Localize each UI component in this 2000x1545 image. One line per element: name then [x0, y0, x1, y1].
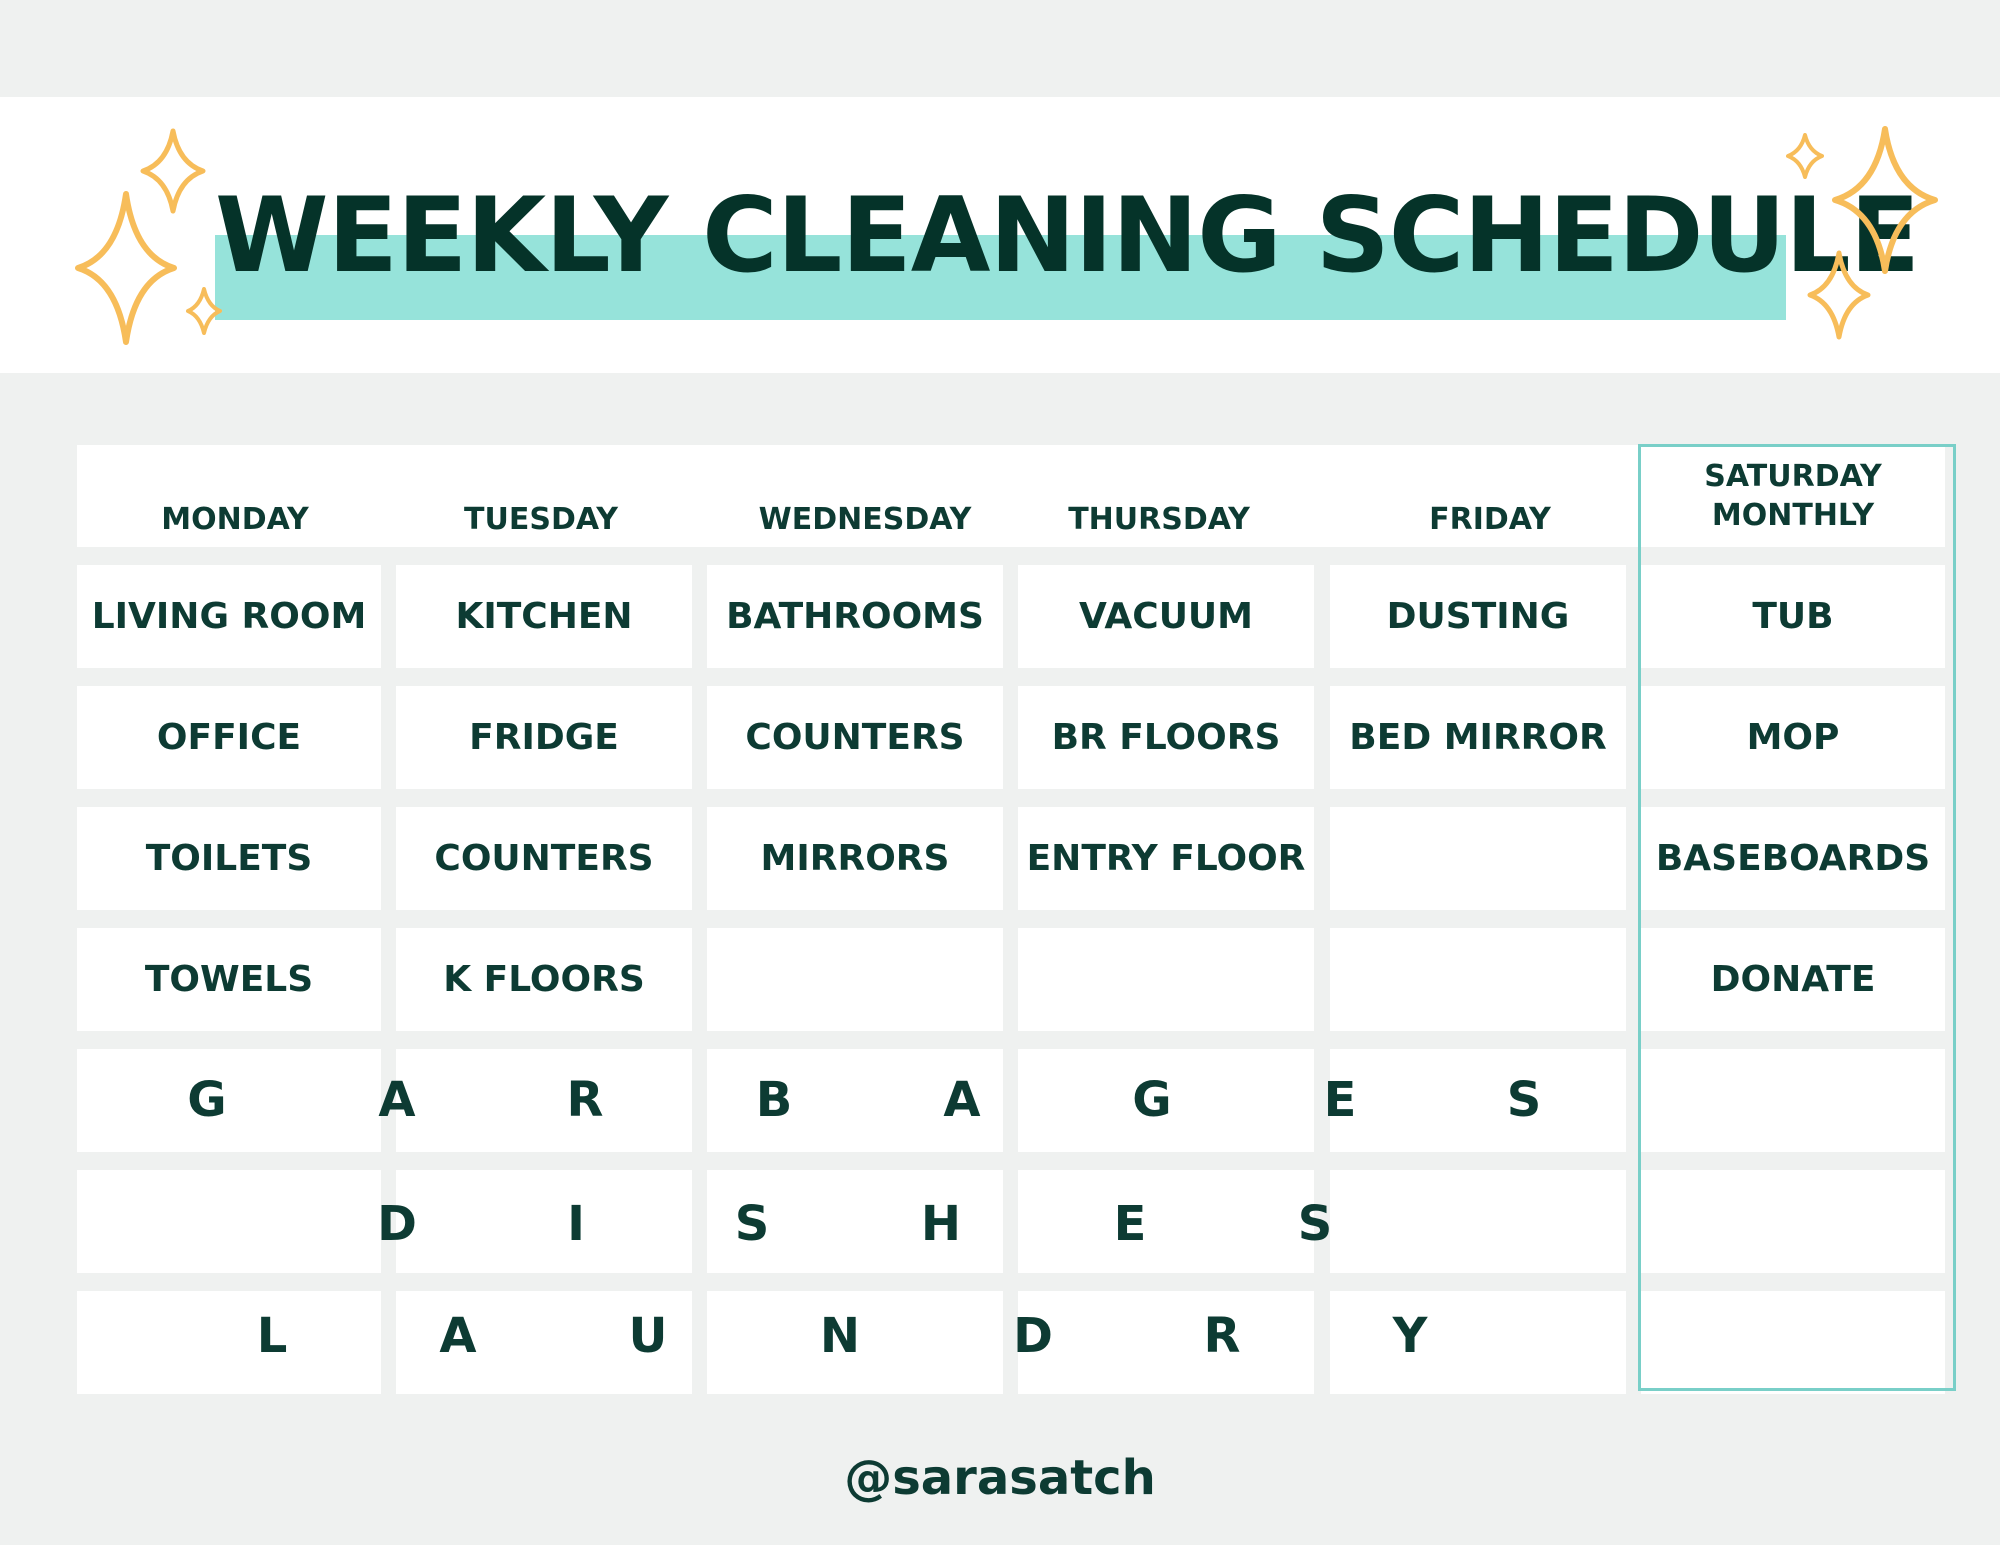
sparkle-icon	[186, 287, 222, 335]
daily-row-cell	[1641, 1170, 1945, 1273]
daily-row-cell	[396, 1049, 692, 1152]
task-cell: DUSTING	[1330, 565, 1626, 668]
daily-row-cell	[1330, 1170, 1626, 1273]
saturday-label: SATURDAY	[1704, 459, 1882, 494]
task-cell: FRIDGE	[396, 686, 692, 789]
footer-handle: @sarasatch	[844, 1450, 1156, 1506]
daily-task-letter: G	[1132, 1072, 1172, 1128]
daily-task-letter: R	[566, 1072, 604, 1128]
task-cell: COUNTERS	[396, 807, 692, 910]
daily-row-cell	[1018, 1291, 1314, 1394]
monthly-label: MONTHLY	[1711, 498, 1875, 533]
sparkle-icon	[74, 190, 178, 346]
page-title: WEEKLY CLEANING SCHEDULE	[215, 176, 1920, 296]
daily-row-cell	[1330, 1049, 1626, 1152]
day-header-friday: FRIDAY	[1429, 502, 1551, 537]
daily-task-letter: A	[378, 1072, 416, 1128]
day-header-thursday: THURSDAY	[1068, 502, 1250, 537]
daily-task-letter: S	[1297, 1196, 1333, 1252]
task-cell	[1018, 928, 1314, 1031]
daily-task-letter: N	[819, 1308, 861, 1364]
task-cell: BASEBOARDS	[1641, 807, 1945, 910]
daily-task-letter: H	[920, 1196, 962, 1252]
daily-row-cell	[1641, 1049, 1945, 1152]
daily-task-letter: L	[256, 1308, 288, 1364]
task-cell: BED MIRROR	[1330, 686, 1626, 789]
task-cell: BATHROOMS	[707, 565, 1003, 668]
daily-row-cell	[1018, 1170, 1314, 1273]
day-header-wednesday: WEDNESDAY	[758, 502, 972, 537]
daily-task-letter: A	[943, 1072, 981, 1128]
task-cell: TUB	[1641, 565, 1945, 668]
daily-task-letter: D	[377, 1196, 417, 1252]
daily-task-letter: E	[1323, 1072, 1357, 1128]
day-header-tuesday: TUESDAY	[464, 502, 618, 537]
daily-row-cell	[1330, 1291, 1626, 1394]
task-cell	[1330, 807, 1626, 910]
daily-task-letter: Y	[1392, 1308, 1428, 1364]
task-cell: VACUUM	[1018, 565, 1314, 668]
sparkle-icon	[1807, 250, 1871, 340]
task-cell: K FLOORS	[396, 928, 692, 1031]
daily-task-letter: R	[1203, 1308, 1241, 1364]
task-cell: BR FLOORS	[1018, 686, 1314, 789]
task-cell: DONATE	[1641, 928, 1945, 1031]
daily-task-letter: S	[734, 1196, 770, 1252]
daily-task-letter: D	[1013, 1308, 1053, 1364]
daily-task-letter: E	[1113, 1196, 1147, 1252]
task-cell	[1330, 928, 1626, 1031]
daily-row-cell	[77, 1049, 381, 1152]
daily-task-letter: B	[755, 1072, 793, 1128]
daily-row-cell	[1641, 1291, 1945, 1394]
daily-task-letter: A	[439, 1308, 477, 1364]
task-cell: TOWELS	[77, 928, 381, 1031]
daily-task-letter: U	[628, 1308, 668, 1364]
daily-task-letter: S	[1506, 1072, 1542, 1128]
daily-task-letter: I	[567, 1196, 585, 1252]
task-cell: COUNTERS	[707, 686, 1003, 789]
day-header-monday: MONDAY	[161, 502, 309, 537]
daily-row-cell	[396, 1170, 692, 1273]
daily-row-cell	[77, 1170, 381, 1273]
task-cell: LIVING ROOM	[77, 565, 381, 668]
task-cell: MIRRORS	[707, 807, 1003, 910]
task-cell: KITCHEN	[396, 565, 692, 668]
daily-task-letter: G	[187, 1072, 227, 1128]
task-cell: ENTRY FLOOR	[1018, 807, 1314, 910]
task-cell: TOILETS	[77, 807, 381, 910]
day-header-saturday	[1641, 445, 1945, 547]
daily-row-cell	[77, 1291, 381, 1394]
task-cell: OFFICE	[77, 686, 381, 789]
sparkle-icon	[1786, 133, 1824, 179]
task-cell: MOP	[1641, 686, 1945, 789]
task-cell	[707, 928, 1003, 1031]
